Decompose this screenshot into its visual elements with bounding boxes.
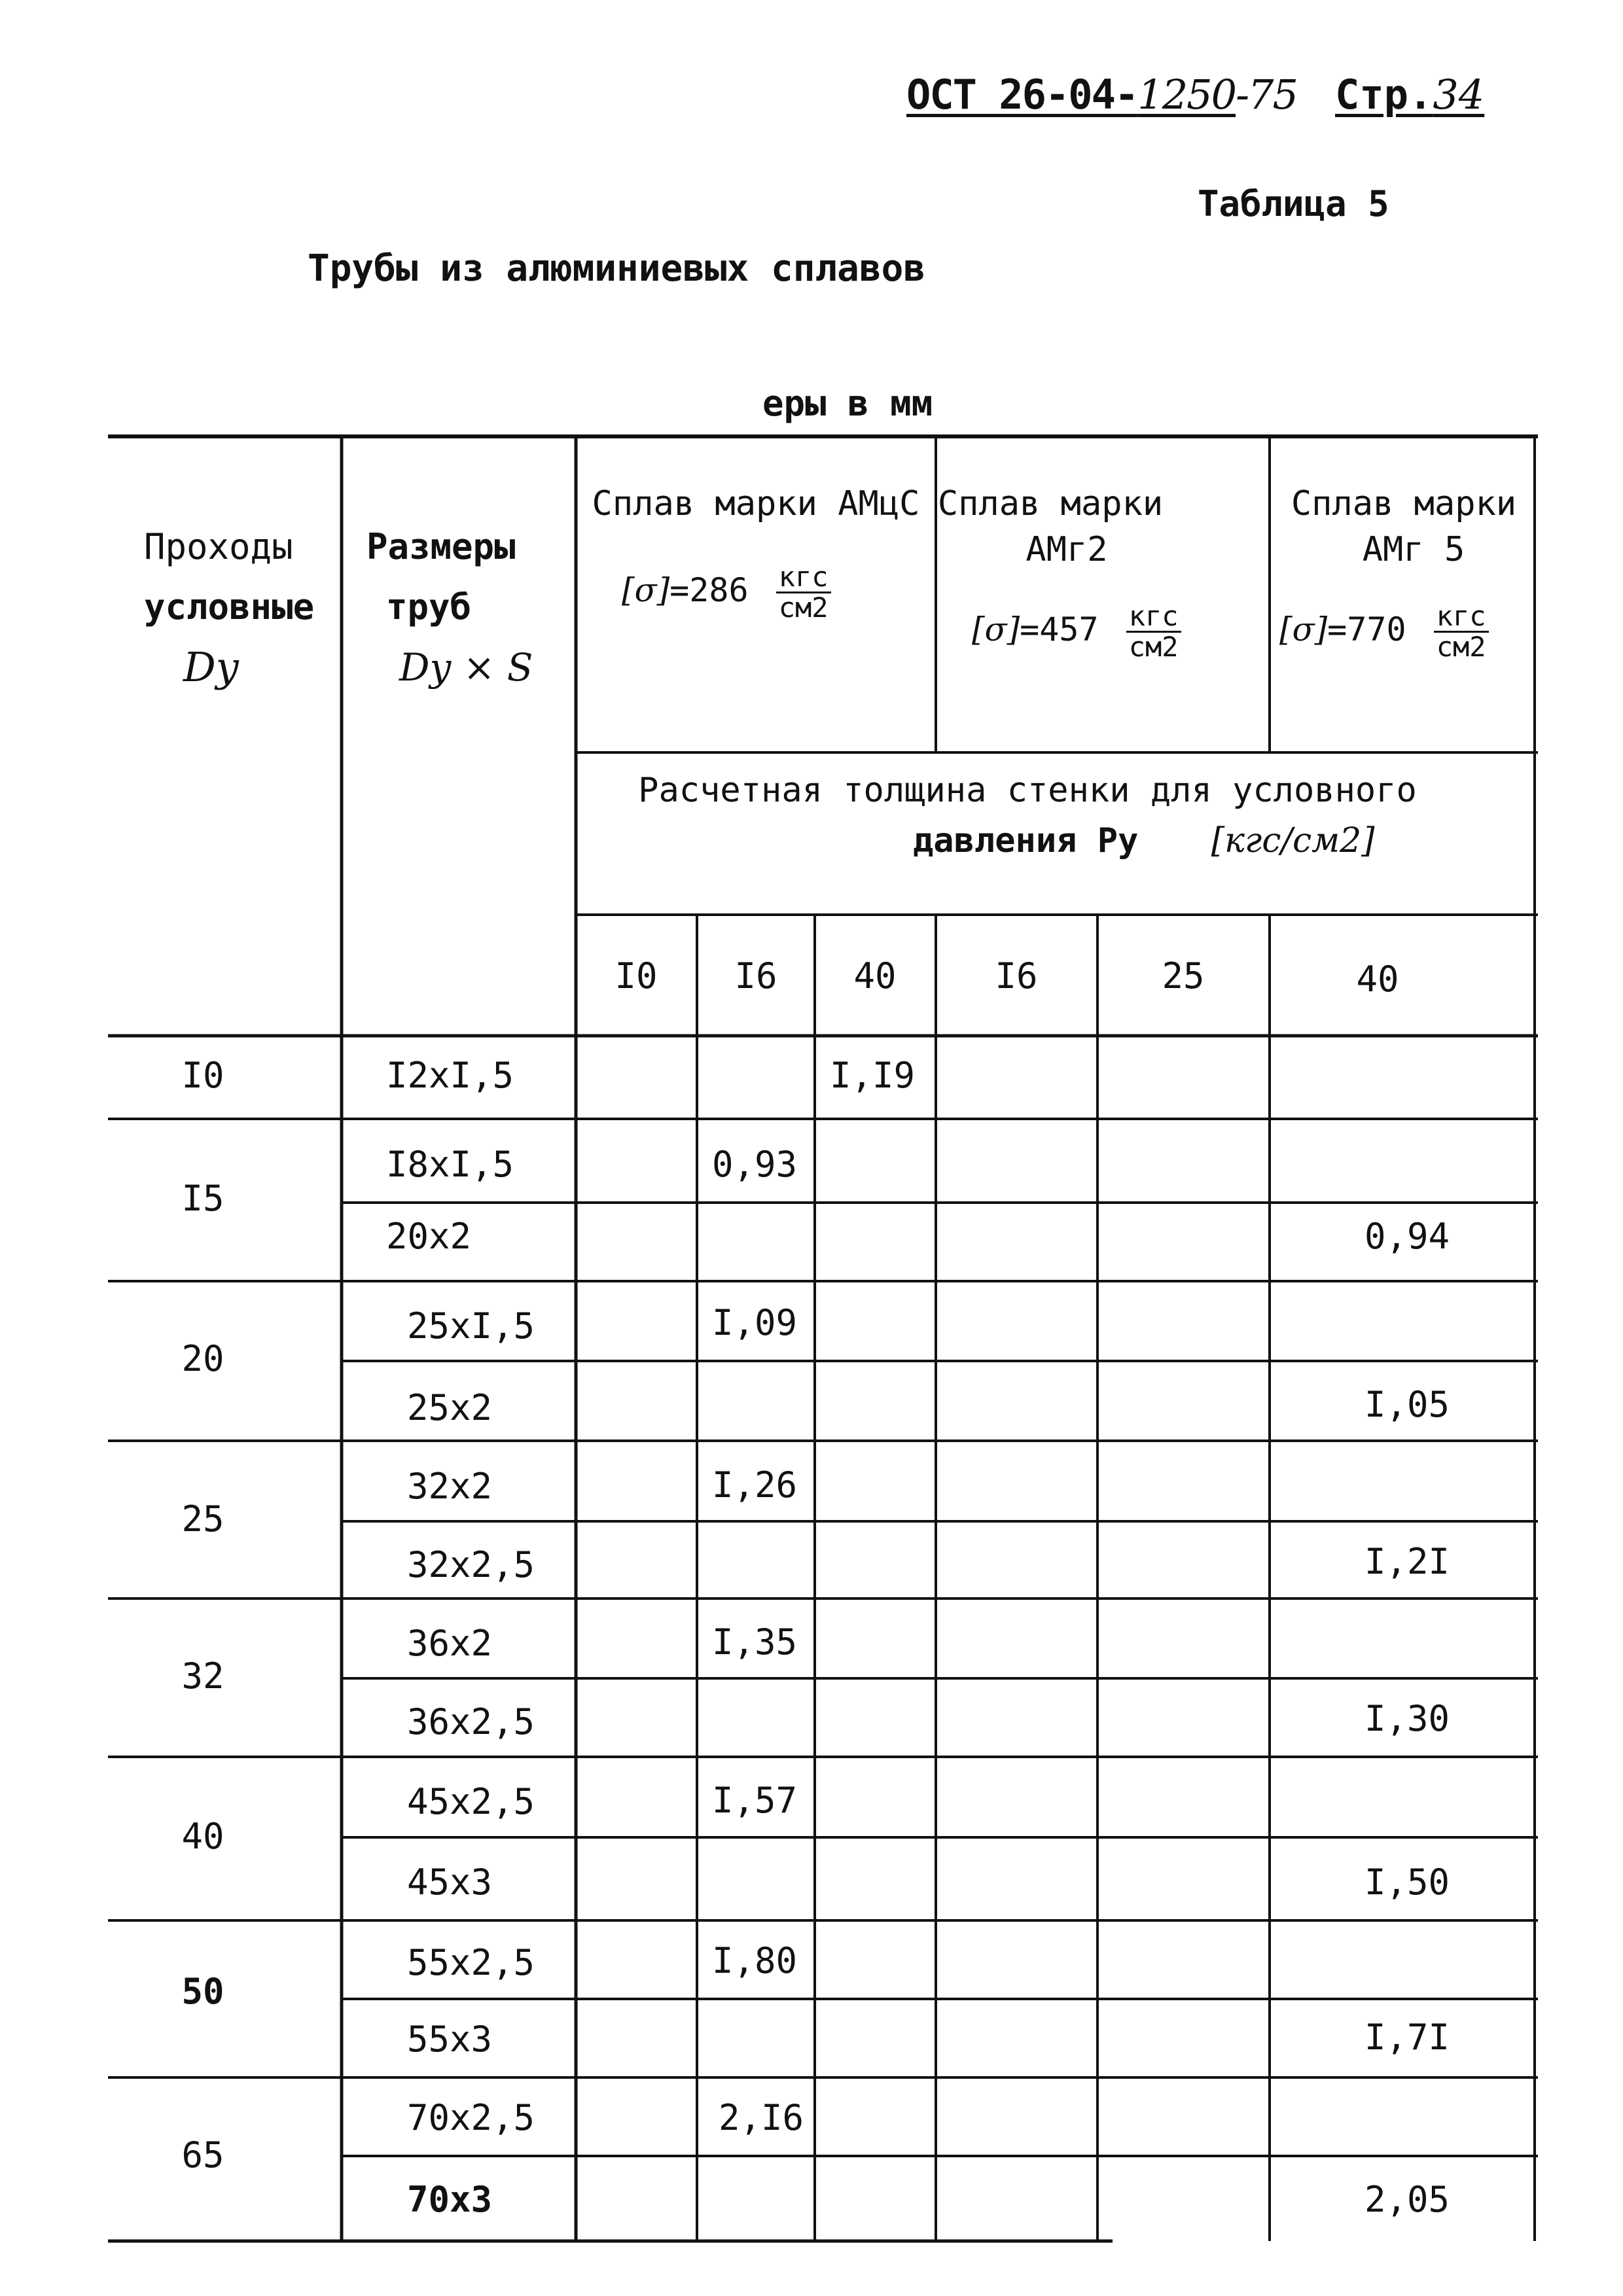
thickness-header-pressure: давления Ру — [913, 821, 1139, 860]
document-title: Трубы из алюминиевых сплавов — [308, 247, 926, 290]
pipe-size: 32x2,5 — [407, 1544, 535, 1585]
table-label: Таблица 5 — [1198, 183, 1389, 224]
thickness-header-line2 — [913, 821, 1375, 860]
pressure-col-1: I0 — [615, 955, 658, 997]
alloy-amg2-unit-num: кгс — [1126, 602, 1181, 633]
pressure-col-4: I6 — [995, 955, 1038, 997]
dy-value: 40 — [181, 1816, 224, 1857]
thickness-value: I,2I — [1364, 1541, 1450, 1582]
dy-value: I5 — [181, 1178, 224, 1219]
alloy-amg5-unit-den: см2 — [1436, 631, 1486, 663]
alloy-amg2-grade: АМг2 — [1026, 530, 1108, 569]
alloy-amc-unit — [776, 563, 831, 622]
pipe-size: 70x3 — [407, 2179, 493, 2220]
alloy-amg5-unit-num: кгс — [1434, 602, 1489, 633]
pipe-size: 55x3 — [407, 2019, 493, 2060]
alloy-amg2-unit-den: см2 — [1128, 631, 1179, 663]
thickness-value: 2,I6 — [719, 2097, 804, 2138]
thickness-value: I,35 — [712, 1621, 798, 1663]
pressure-col-6: 40 — [1356, 959, 1399, 1000]
thickness-value: I,80 — [712, 1940, 798, 1981]
header-size-formula: Dy × S — [399, 645, 533, 690]
thickness-value: I,09 — [712, 1302, 798, 1343]
thickness-value: 0,94 — [1364, 1216, 1450, 1257]
pipe-size: 55x2,5 — [407, 1942, 535, 1983]
page-prefix: Стр. — [1335, 71, 1433, 118]
pressure-col-2: I6 — [734, 955, 777, 997]
pipe-size: 25x2 — [407, 1387, 493, 1428]
thickness-value: I,57 — [712, 1780, 798, 1821]
pipe-size: 32x2 — [407, 1466, 493, 1507]
dy-value: 25 — [181, 1498, 224, 1540]
header-passage-line2: условные — [144, 586, 315, 627]
dy-value: 50 — [181, 1971, 224, 2012]
alloy-amc-name: Сплав марки АМцС — [592, 484, 920, 523]
thickness-value: 2,05 — [1364, 2179, 1450, 2220]
dy-value: 32 — [181, 1655, 224, 1697]
alloy-amc-stress-value: =286 — [669, 571, 749, 610]
header-passage-line1: Проходы — [144, 526, 293, 567]
pipe-size: 45x3 — [407, 1862, 493, 1903]
alloy-amg5-name: Сплав марки — [1291, 484, 1517, 523]
header-size — [366, 517, 533, 698]
header-size-line2: труб — [386, 586, 472, 627]
thickness-value: I,50 — [1364, 1862, 1450, 1903]
standard-year: -75 — [1236, 71, 1297, 118]
pipe-size: 36x2,5 — [407, 1701, 535, 1742]
header-passage — [144, 517, 314, 698]
alloy-amg2-name: Сплав марки — [937, 484, 1164, 523]
pipe-size: 25xI,5 — [407, 1305, 535, 1347]
pressure-col-3: 40 — [853, 955, 897, 997]
standard-code: ОСТ 26-04- — [906, 71, 1138, 118]
alloy-amg2-unit — [1126, 602, 1181, 662]
alloy-amg5-stress — [1279, 602, 1489, 662]
pipe-size: 20x2 — [386, 1216, 472, 1257]
thickness-value: I,05 — [1364, 1384, 1450, 1425]
header-size-line1: Размеры — [366, 526, 516, 567]
pipe-size: 70x2,5 — [407, 2097, 535, 2138]
alloy-amc-unit-den: см2 — [778, 592, 829, 624]
pipe-size: 36x2 — [407, 1623, 493, 1664]
pressure-col-5: 25 — [1162, 955, 1205, 997]
dy-value: I0 — [181, 1055, 224, 1096]
thickness-value: I,30 — [1364, 1698, 1450, 1739]
header-passage-symbol: Dy — [183, 643, 239, 691]
pipe-size: I2xI,5 — [386, 1055, 514, 1096]
alloy-amc-stress-symbol: [σ] — [622, 571, 670, 610]
alloy-amc-stress — [622, 563, 831, 622]
alloy-amg2-stress — [972, 602, 1181, 662]
dy-value: 20 — [181, 1338, 224, 1379]
thickness-value: I,I9 — [830, 1055, 916, 1096]
page-number: 34 — [1433, 71, 1485, 118]
thickness-value: I,26 — [712, 1464, 798, 1506]
pipe-size: I8xI,5 — [386, 1144, 514, 1185]
alloy-amg5-grade: АМг 5 — [1362, 530, 1465, 569]
thickness-value: 0,93 — [712, 1144, 798, 1185]
alloy-amg2-stress-symbol: [σ] — [972, 610, 1020, 649]
alloy-amg5-stress-symbol: [σ] — [1279, 610, 1328, 649]
dimension-note: еры в мм — [762, 383, 933, 424]
standard-number-handwritten: 1250 — [1137, 71, 1236, 118]
thickness-header-line1: Расчетная толщина стенки для условного — [638, 771, 1417, 810]
alloy-amg2-stress-value: =457 — [1020, 610, 1099, 649]
dy-value: 65 — [181, 2134, 224, 2176]
thickness-value: I,7I — [1364, 2017, 1450, 2058]
alloy-amg5-unit — [1434, 602, 1489, 662]
thickness-header-unit: [кгс/см2] — [1211, 821, 1375, 860]
pipe-size: 45x2,5 — [407, 1781, 535, 1822]
alloy-amg5-stress-value: =770 — [1327, 610, 1406, 649]
alloy-amc-unit-num: кгс — [776, 563, 831, 593]
